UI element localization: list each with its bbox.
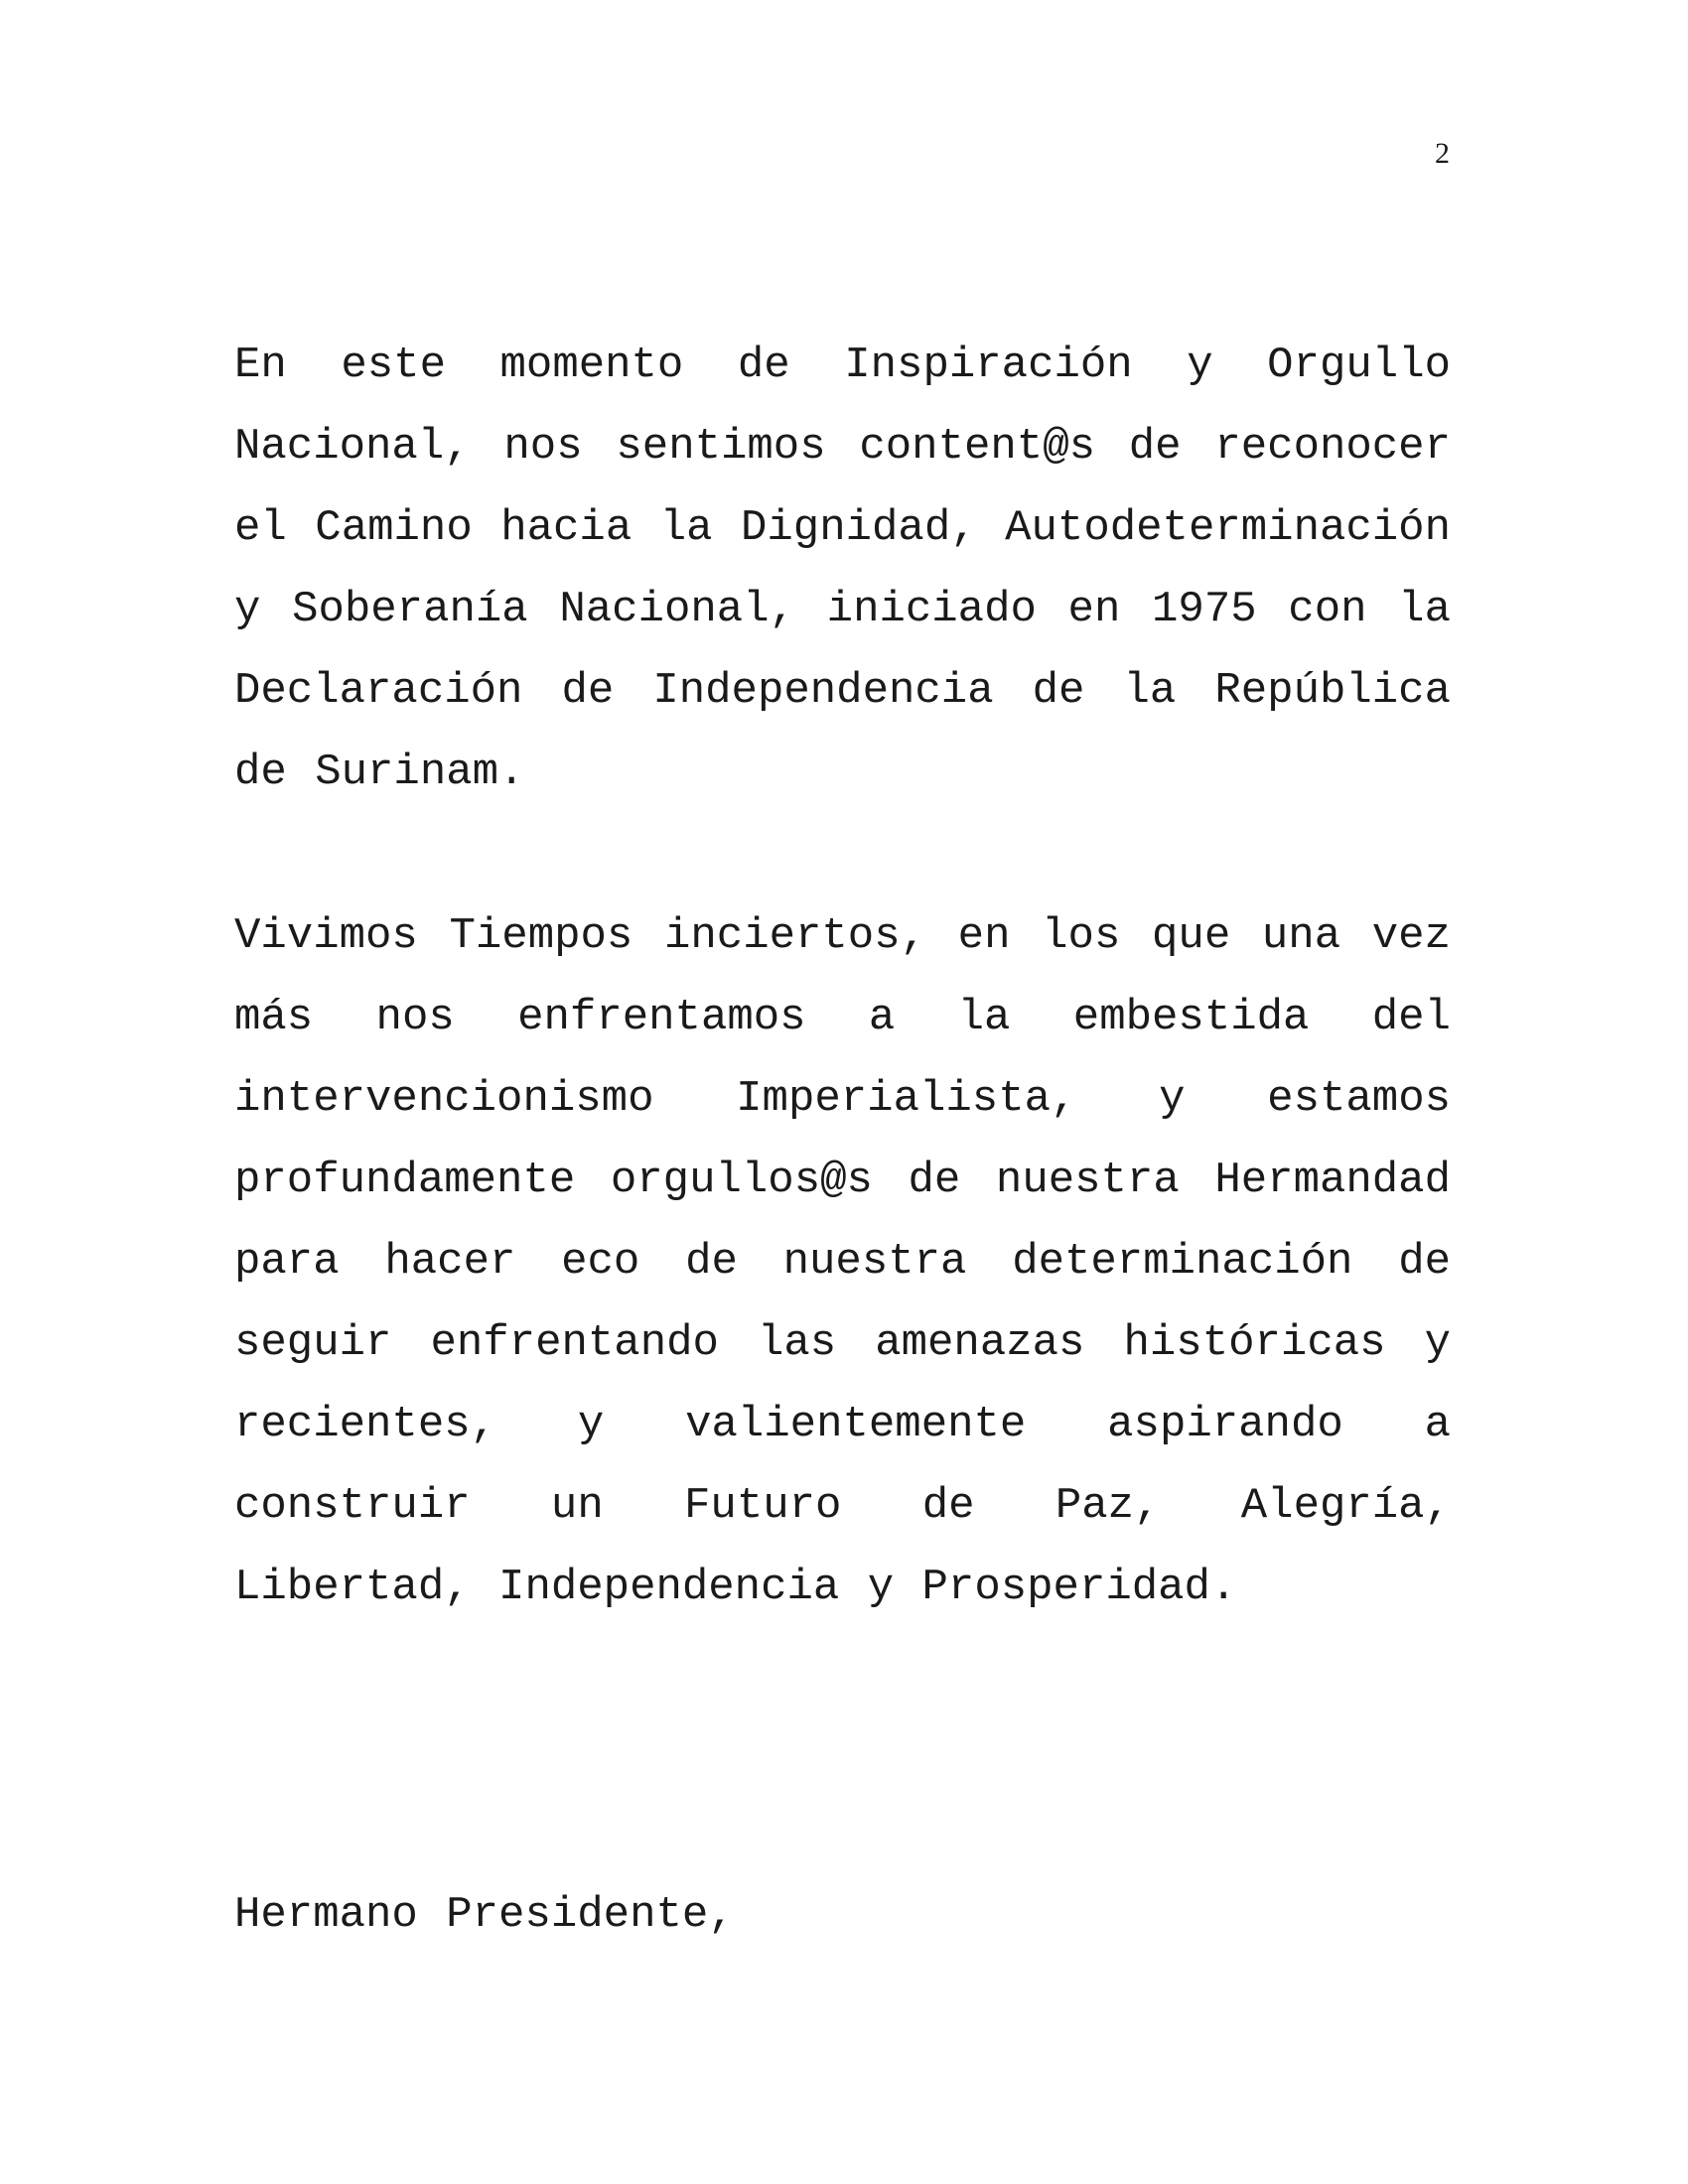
paragraph-text: Vivimos Tiempos inciertos, en los que una vez más nos enfrentamos a la embestida del intervencionismo Imperialista, y estamos profundamente orgullos@s de nuestra Hermandad para hacer eco de nuestra determinación de seguir enfrentando las amenazas históricas y recientes, y valientemente aspirando a construir un Futuro de Paz, Alegría, Libertad, Independencia y Prosperidad. bbox=[234, 911, 1451, 1612]
paragraph-text: En este momento de Inspiración y Orgullo Nacional, nos sentimos content@s de reconocer el Camino hacia la Dignidad, Autodeterminación y Soberanía Nacional, iniciado en 1975 con la Declaración de Independencia de la República de Surinam. bbox=[234, 341, 1451, 797]
salutation-text: Hermano Presidente, bbox=[234, 1890, 735, 1940]
salutation bbox=[234, 1874, 1451, 1956]
paragraph-inspiracion bbox=[234, 325, 1451, 813]
paragraph-tiempos-inciertos bbox=[234, 895, 1451, 1628]
page-number: 2 bbox=[1435, 137, 1450, 170]
